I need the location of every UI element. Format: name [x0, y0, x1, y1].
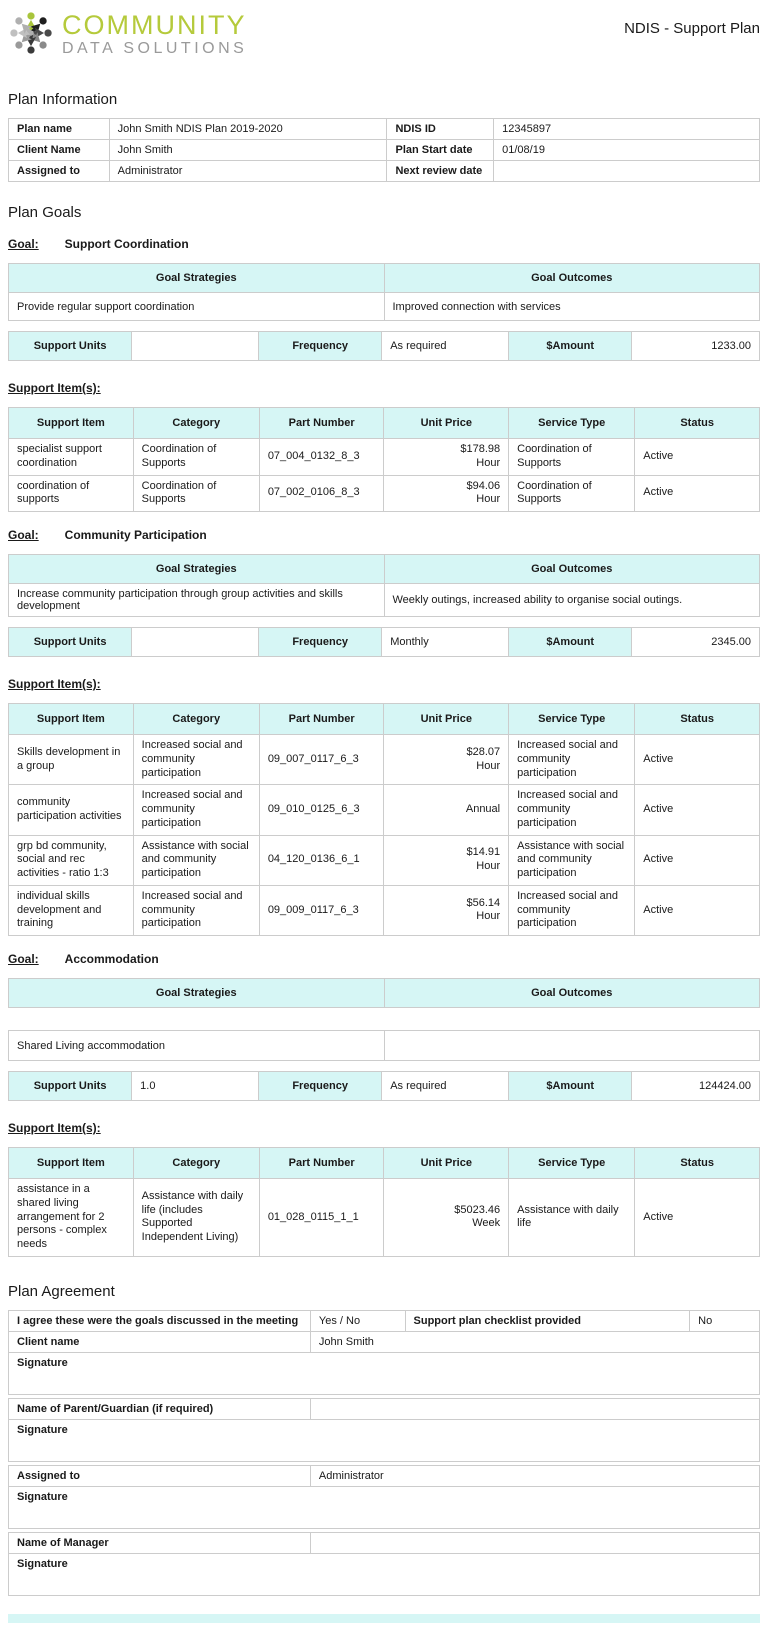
support-item-service-type: Coordination of Supports [509, 475, 635, 512]
support-units-value: 1.0 [132, 1072, 259, 1101]
ndis-id-label: NDIS ID [387, 119, 494, 140]
goal-label: Goal: [8, 237, 39, 251]
checklist-provided-label: Support plan checklist provided [405, 1310, 690, 1331]
frequency-label: Frequency [259, 332, 382, 361]
item-column-header: Status [635, 408, 760, 439]
client-name-value: John Smith [109, 140, 387, 161]
unit-price-unit: Hour [476, 759, 501, 772]
support-item-part-number: 07_004_0132_8_3 [259, 439, 384, 476]
agreement-table-assigned [8, 1465, 760, 1529]
item-column-header: Service Type [509, 1148, 635, 1179]
support-item-name: individual skills development and training [9, 885, 134, 935]
table-row [9, 1465, 760, 1486]
item-column-header: Service Type [509, 408, 635, 439]
item-column-header: Unit Price [384, 1148, 509, 1179]
agreement-client-name-label: Client name [9, 1331, 311, 1352]
plan-information-table [8, 118, 760, 182]
table-row [9, 1331, 760, 1352]
table-row [9, 1031, 760, 1061]
support-item-service-type: Coordination of Supports [509, 439, 635, 476]
support-item-unit-price [384, 885, 509, 935]
table-row [9, 161, 760, 182]
agreement-assigned-to-label: Assigned to [9, 1465, 311, 1486]
goal-strategies-value: Increase community participation through group activities and skills development [9, 584, 385, 617]
support-item-part-number: 07_002_0106_8_3 [259, 475, 384, 512]
item-column-header: Category [133, 704, 259, 735]
agreement-table-client [8, 1310, 760, 1395]
item-column-header: Service Type [509, 704, 635, 735]
unit-price-unit: Hour [476, 860, 501, 873]
unit-price-amount: $28.07 [466, 745, 501, 758]
frequency-value: Monthly [382, 628, 509, 657]
goal-outcomes-header: Goal Outcomes [384, 979, 760, 1008]
support-item-unit-price [384, 785, 509, 835]
support-item-category: Increased social and community participation [133, 785, 259, 835]
support-units-value [132, 332, 259, 361]
support-item-part-number: 04_120_0136_6_1 [259, 835, 384, 885]
support-item-name: community participation activities [9, 785, 134, 835]
next-page-header-strip [8, 1614, 760, 1623]
goal-name: Accommodation [64, 952, 159, 966]
table-row [9, 979, 760, 1008]
support-items-table [8, 1147, 760, 1257]
agreement-client-name-value: John Smith [310, 1331, 759, 1352]
goal-outcomes-value: Improved connection with services [384, 293, 760, 321]
goal-strategies-header: Goal Strategies [9, 264, 385, 293]
amount-value: 2345.00 [632, 628, 760, 657]
unit-price-unit: Annual [465, 803, 501, 815]
assigned-signature-field[interactable]: Signature [9, 1486, 760, 1528]
item-column-header: Support Item [9, 408, 134, 439]
goal-strategies-content-table [8, 1030, 760, 1061]
guardian-name-value [310, 1398, 759, 1419]
support-item-category: Coordination of Supports [133, 439, 259, 476]
amount-value: 1233.00 [632, 332, 760, 361]
goal-section [8, 528, 760, 936]
logo-line1: COMMUNITY [62, 10, 247, 41]
next-review-date-label: Next review date [387, 161, 494, 182]
agree-goals-value: Yes / No [310, 1310, 405, 1331]
support-item-category: Assistance with social and community participation [133, 835, 259, 885]
table-row [9, 1072, 760, 1101]
item-column-header: Part Number [259, 704, 384, 735]
plan-start-date-label: Plan Start date [387, 140, 494, 161]
agreement-assigned-to-value: Administrator [310, 1465, 759, 1486]
support-item-unit-price [384, 1179, 509, 1257]
amount-label: $Amount [509, 1072, 632, 1101]
support-item-service-type: Assistance with social and community participation [509, 835, 635, 885]
table-row [9, 584, 760, 617]
support-items-label: Support Item(s): [8, 1121, 101, 1135]
goal-heading [8, 237, 760, 251]
table-row [9, 1352, 760, 1394]
goal-strategies-header: Goal Strategies [9, 979, 385, 1008]
support-item-status: Active [635, 439, 760, 476]
goal-strategies-table [8, 978, 760, 1008]
table-row [9, 885, 760, 935]
support-item-part-number: 01_028_0115_1_1 [259, 1179, 384, 1257]
goal-heading [8, 952, 760, 966]
support-item-name: grp bd community, social and rec activities - ratio 1:3 [9, 835, 134, 885]
unit-price-unit: Hour [476, 910, 501, 923]
support-item-name: assistance in a shared living arrangement for 2 persons - complex needs [9, 1179, 134, 1257]
table-row [9, 140, 760, 161]
item-column-header: Support Item [9, 704, 134, 735]
goal-section [8, 237, 760, 512]
support-item-category: Assistance with daily life (includes Supported Independent Living) [133, 1179, 259, 1257]
plan-name-value: John Smith NDIS Plan 2019-2020 [109, 119, 387, 140]
agreement-table-guardian [8, 1398, 760, 1462]
support-units-table [8, 331, 760, 361]
people-starburst-icon [8, 8, 54, 63]
goal-label: Goal: [8, 528, 39, 542]
next-review-date-value [494, 161, 760, 182]
manager-name-label: Name of Manager [9, 1532, 311, 1553]
goal-outcomes-value [384, 1031, 760, 1061]
table-row [9, 1179, 760, 1257]
table-row [9, 264, 760, 293]
manager-signature-field[interactable]: Signature [9, 1553, 760, 1595]
support-item-status: Active [635, 785, 760, 835]
checklist-provided-value: No [690, 1310, 760, 1331]
table-row [9, 1553, 760, 1595]
support-item-service-type: Assistance with daily life [509, 1179, 635, 1257]
goal-label: Goal: [8, 952, 39, 966]
goal-name: Community Participation [64, 528, 207, 542]
support-units-label: Support Units [9, 1072, 132, 1101]
goal-section [8, 952, 760, 1257]
unit-price-amount: $14.91 [466, 846, 501, 859]
support-item-category: Increased social and community participation [133, 735, 259, 785]
item-column-header: Category [133, 1148, 259, 1179]
support-units-label: Support Units [9, 332, 132, 361]
frequency-value: As required [382, 1072, 509, 1101]
plan-goals-heading: Plan Goals [8, 204, 82, 221]
table-row [9, 1532, 760, 1553]
amount-label: $Amount [509, 628, 632, 657]
plan-information-heading: Plan Information [8, 91, 118, 108]
table-row [9, 1398, 760, 1419]
table-row [9, 1148, 760, 1179]
goal-outcomes-header: Goal Outcomes [384, 264, 760, 293]
plan-start-date-value: 01/08/19 [494, 140, 760, 161]
frequency-label: Frequency [259, 1072, 382, 1101]
support-item-category: Increased social and community participation [133, 885, 259, 935]
plan-name-label: Plan name [9, 119, 110, 140]
goal-name: Support Coordination [64, 237, 189, 251]
item-column-header: Category [133, 408, 259, 439]
agree-goals-label: I agree these were the goals discussed in the meeting [9, 1310, 311, 1331]
unit-price-amount: $56.14 [466, 896, 501, 909]
support-items-label: Support Item(s): [8, 381, 101, 395]
client-name-label: Client Name [9, 140, 110, 161]
support-item-service-type: Increased social and community participation [509, 885, 635, 935]
support-item-service-type: Increased social and community participation [509, 735, 635, 785]
table-row [9, 735, 760, 785]
table-row [9, 293, 760, 321]
support-units-table [8, 627, 760, 657]
goal-outcomes-value: Weekly outings, increased ability to organise social outings. [384, 584, 760, 617]
goal-strategies-value: Shared Living accommodation [9, 1031, 385, 1061]
frequency-label: Frequency [259, 628, 382, 657]
page-header [8, 8, 760, 63]
goal-strategies-value: Provide regular support coordination [9, 293, 385, 321]
guardian-signature-field[interactable]: Signature [9, 1419, 760, 1461]
logo-wordmark [62, 12, 247, 58]
support-item-part-number: 09_009_0117_6_3 [259, 885, 384, 935]
amount-value: 124424.00 [632, 1072, 760, 1101]
support-units-label: Support Units [9, 628, 132, 657]
table-row [9, 555, 760, 584]
table-row [9, 704, 760, 735]
support-units-table [8, 1071, 760, 1101]
table-row [9, 408, 760, 439]
support-item-category: Coordination of Supports [133, 475, 259, 512]
support-item-status: Active [635, 735, 760, 785]
assigned-to-value: Administrator [109, 161, 387, 182]
agreement-table-manager [8, 1532, 760, 1596]
plan-agreement-heading: Plan Agreement [8, 1282, 115, 1300]
table-row [9, 1419, 760, 1461]
support-item-status: Active [635, 835, 760, 885]
assigned-to-label: Assigned to [9, 161, 110, 182]
table-row [9, 835, 760, 885]
item-column-header: Part Number [259, 1148, 384, 1179]
logo-line2: DATA SOLUTIONS [62, 40, 248, 58]
company-logo [8, 8, 247, 63]
goals-container [8, 237, 760, 1257]
table-row [9, 439, 760, 476]
amount-label: $Amount [509, 332, 632, 361]
unit-price-amount: $5023.46 [454, 1203, 501, 1216]
support-items-label: Support Item(s): [8, 677, 101, 691]
guardian-name-label: Name of Parent/Guardian (if required) [9, 1398, 311, 1419]
support-item-unit-price [384, 439, 509, 476]
support-item-unit-price [384, 835, 509, 885]
item-column-header: Support Item [9, 1148, 134, 1179]
table-row [9, 1310, 760, 1331]
support-item-name: coordination of supports [9, 475, 134, 512]
support-item-service-type: Increased social and community participation [509, 785, 635, 835]
document-title: NDIS - Support Plan [624, 20, 760, 37]
support-item-status: Active [635, 1179, 760, 1257]
unit-price-amount: $94.06 [466, 479, 501, 492]
table-row [9, 332, 760, 361]
support-item-part-number: 09_007_0117_6_3 [259, 735, 384, 785]
support-item-part-number: 09_010_0125_6_3 [259, 785, 384, 835]
unit-price-unit: Hour [476, 493, 501, 506]
item-column-header: Status [635, 1148, 760, 1179]
support-item-unit-price [384, 735, 509, 785]
support-items-table [8, 703, 760, 936]
support-units-value [132, 628, 259, 657]
goal-outcomes-header: Goal Outcomes [384, 555, 760, 584]
table-row [9, 628, 760, 657]
item-column-header: Status [635, 704, 760, 735]
support-item-name: Skills development in a group [9, 735, 134, 785]
unit-price-amount: $178.98 [460, 443, 501, 455]
goal-strategies-table [8, 554, 760, 617]
item-column-header: Unit Price [384, 408, 509, 439]
goal-strategies-table [8, 263, 760, 321]
ndis-id-value: 12345897 [494, 119, 760, 140]
support-item-status: Active [635, 885, 760, 935]
table-row [9, 475, 760, 512]
support-items-table [8, 407, 760, 512]
item-column-header: Unit Price [384, 704, 509, 735]
client-signature-field[interactable]: Signature [9, 1352, 760, 1394]
support-item-status: Active [635, 475, 760, 512]
support-item-unit-price [384, 475, 509, 512]
goal-heading [8, 528, 760, 542]
goal-strategies-header: Goal Strategies [9, 555, 385, 584]
item-column-header: Part Number [259, 408, 384, 439]
table-row [9, 119, 760, 140]
support-item-name: specialist support coordination [9, 439, 134, 476]
unit-price-unit: Hour [476, 456, 501, 469]
table-row [9, 1486, 760, 1528]
table-row [9, 785, 760, 835]
unit-price-unit: Week [472, 1217, 501, 1230]
manager-name-value [310, 1532, 759, 1553]
frequency-value: As required [382, 332, 509, 361]
